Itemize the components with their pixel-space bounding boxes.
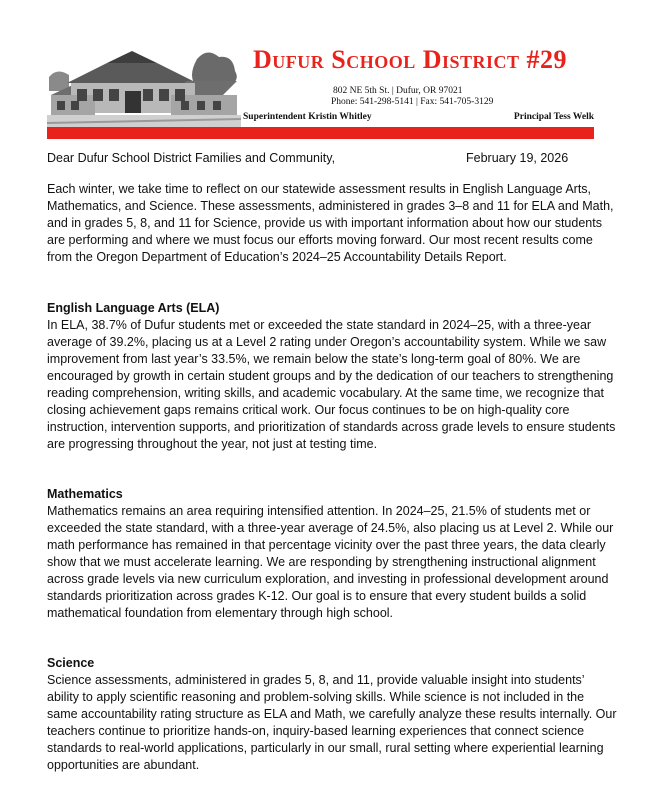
district-name: Dufur School District #29 [253,45,568,74]
salutation: Dear Dufur School District Families and Community, [47,151,336,165]
superintendent-name: Superintendent Kristin Whitley [243,112,372,122]
school-building-image [47,47,241,131]
letter-date: February 19, 2026 [466,151,569,165]
principal-name: Principal Tess Welk [513,112,594,122]
section-science [47,655,617,774]
letterhead-divider [47,127,594,139]
district-address: 802 NE 5th St. | Dufur, OR 97021 [333,86,463,96]
intro-paragraph: Each winter, we take time to reflect on our statewide assessment results in English Language Arts, Mathematics, and Science. These assessments, administered in grades 3–8 and 11 for ELA and Math, and in grades 5, 8, and 11 for Science, provide us with important information about how our students are performing and where we must focus our efforts moving forward. Our most recent results come from the Oregon Department of Education’s 2024–25 Accountability Details Report. [47,182,614,264]
district-phone: Phone: 541-298-5141 | Fax: 541-705-3129 [331,97,494,107]
section-ela [47,300,617,453]
section-body: Science assessments, administered in grades 5, 8, and 11, provide valuable insight into students’ ability to apply scientific reasoning and problem-solving skills. While science is not included in the same accountability rating structure as ELA and Math, we carefully analyze these results internally. Our teachers continue to prioritize hands-on, inquiry-based learning experiences that connect science standards to real-world applications, particularly in our small, rural setting where experiential learning opportunities are abundant. [47,673,617,772]
section-heading: English Language Arts (ELA) [47,301,220,315]
section-heading: Mathematics [47,487,123,501]
section-math [47,486,617,622]
section-body: In ELA, 38.7% of Dufur students met or exceeded the state standard in 2024–25, with a three-year average of 39.2%, placing us at a Level 2 rating under Oregon’s accountability system. While we saw improvement from last year’s 33.5%, we remain below the state’s long-term goal of 80%. We are encouraged by growth in certain student groups and by the dedication of our teachers to strengthening reading comprehension, writing skills, and academic vocabulary. At the same time, we recognize that closing achievement gaps remains critical work. Our focus continues to be on high-quality core instruction, intervention supports, and prioritization of standards across grade levels to ensure students are progressing throughout the year, not just at testing time. [47,318,616,451]
section-body: Mathematics remains an area requiring intensified attention. In 2024–25, 21.5% of students met or exceeded the state standard, with a three-year average of 24.5%, also placing us at Level 2. While our math performance has remained in that percentage vicinity over the past three years, the data clearly show that we must accelerate learning. We are responding by strengthening instructional alignment across grade levels via new curriculum exploration, and investing in professional development around standards prioritization across grades K-12. Our goal is to ensure that every student builds a solid mathematical foundation from elementary through high school. [47,504,614,620]
section-heading: Science [47,656,95,670]
letterhead [47,41,594,142]
